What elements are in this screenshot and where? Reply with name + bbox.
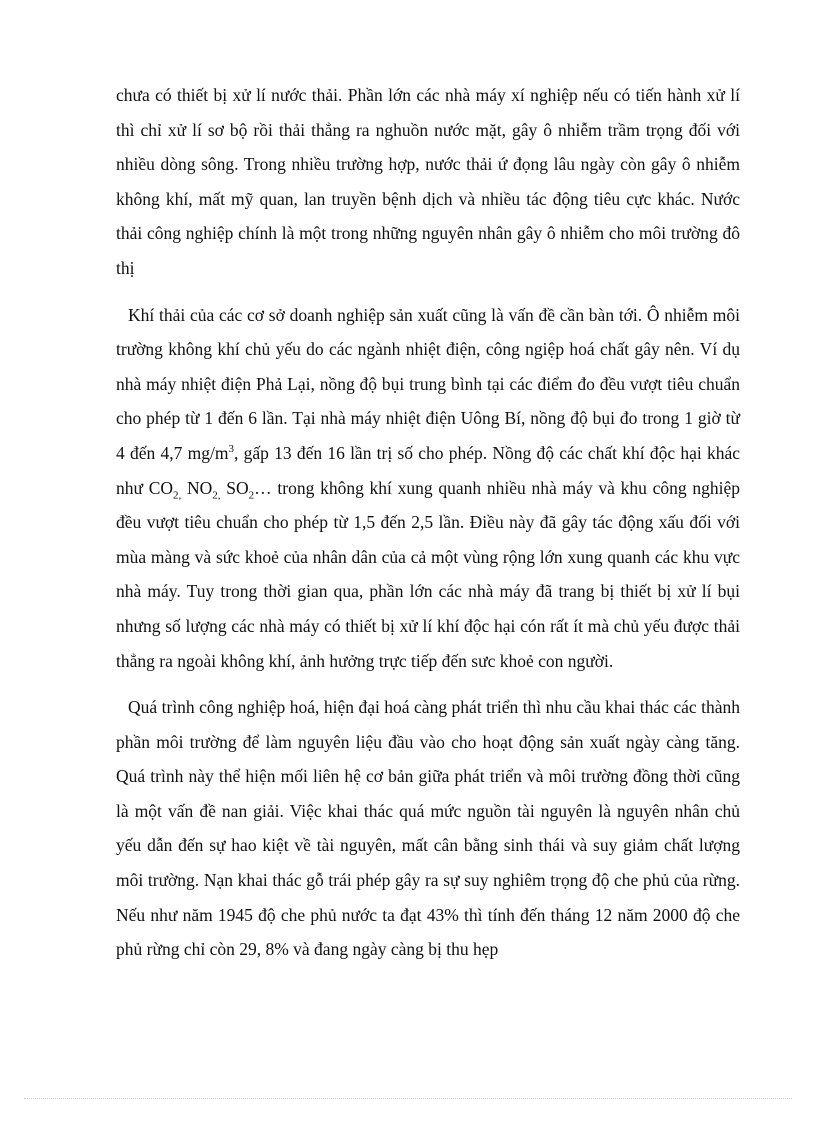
text-segment: NO xyxy=(181,477,213,498)
paragraph-air-emissions xyxy=(116,298,740,679)
text-segment: , gấp 13 đến 16 lần trị số cho phép. Nồng độ các chất khí độc hại khác như CO xyxy=(116,442,740,498)
subscript-co2: 2, xyxy=(173,489,182,502)
text-segment: SO xyxy=(220,477,249,498)
text-segment: … trong không khí xung quanh nhiều nhà máy và khu công nghiệp đều vượt tiêu chuẩn cho phép từ 1,5 đến 2,5 lần. Điều này đã gây tác động xấu đối với mùa màng và sức khoẻ của nhân dân của cả một vùng rộng lớn xung quanh các khu vực nhà máy. Tuy trong thời gian qua, phần lớn các nhà máy đã trang bị thiết bị xử lí bụi nhưng số lượng các nhà máy có thiết bị xử lí khí độc hại cón rất ít mà chủ yếu được thải thẳng ra ngoài không khí, ảnh hưởng trực tiếp đến sưc khoẻ con người. xyxy=(116,477,740,671)
paragraph-resource-exploitation: Quá trình công nghiệp hoá, hiện đại hoá càng phát triển thì nhu cầu khai thác các thành phần môi trường để làm nguyên liệu đầu vào cho hoạt động sản xuất ngày càng tăng. Quá trình này thể hiện mối liên hệ cơ bản giữa phát triển và môi trường đồng thời cũng là một vấn đề nan giải. Việc khai thác quá mức nguồn tài nguyên là nguyên nhân chủ yếu dẫn đến sự hao kiệt về tài nguyên, mất cân bằng sinh thái và suy giảm chất lượng môi trường. Nạn khai thác gỗ trái phép gây ra sự suy nghiêm trọng độ che phủ của rừng. Nếu như năm 1945 độ che phủ nước ta đạt 43% thì tính đến tháng 12 năm 2000 độ che phủ rừng chỉ còn 29, 8% và đang ngày càng bị thu hẹp xyxy=(116,697,740,960)
document-body xyxy=(116,78,740,979)
subscript-no2: 2, xyxy=(212,489,221,502)
text-segment: Khí thải của các cơ sở doanh nghiệp sản xuất cũng là vấn đề cần bàn tới. Ô nhiễm môi trường không khí chủ yếu do các ngành nhiệt điện, công ngiệp hoá chất gây nên. Ví dụ nhà máy nhiệt điện Phả Lại, nồng độ bụi trung bình tại các điểm đo đều vượt tiêu chuẩn cho phép từ 1 đến 6 lần. Tại nhà máy nhiệt điện Uông Bí, nồng độ bụi đo trong 1 giờ từ 4 đến 4,7 mg/m xyxy=(116,304,740,463)
subscript-so2: 2 xyxy=(248,489,255,502)
page-footer-divider xyxy=(24,1098,792,1099)
paragraph-wastewater: chưa có thiết bị xử lí nước thải. Phần lớn các nhà máy xí nghiệp nếu có tiến hành xử lí thì chỉ xử lí sơ bộ rồi thải thẳng ra nghuồn nước mặt, gây ô nhiễm trầm trọng đối với nhiều dòng sông. Trong nhiều trường hợp, nước thải ứ đọng lâu ngày còn gây ô nhiễm không khí, mất mỹ quan, lan truyền bệnh dịch và nhiều tác động tiêu cực khác. Nước thải công nghiệp chính là một trong những nguyên nhân gây ô nhiễm cho môi trường đô thị xyxy=(116,85,740,278)
superscript-cubed: 3 xyxy=(228,443,234,456)
